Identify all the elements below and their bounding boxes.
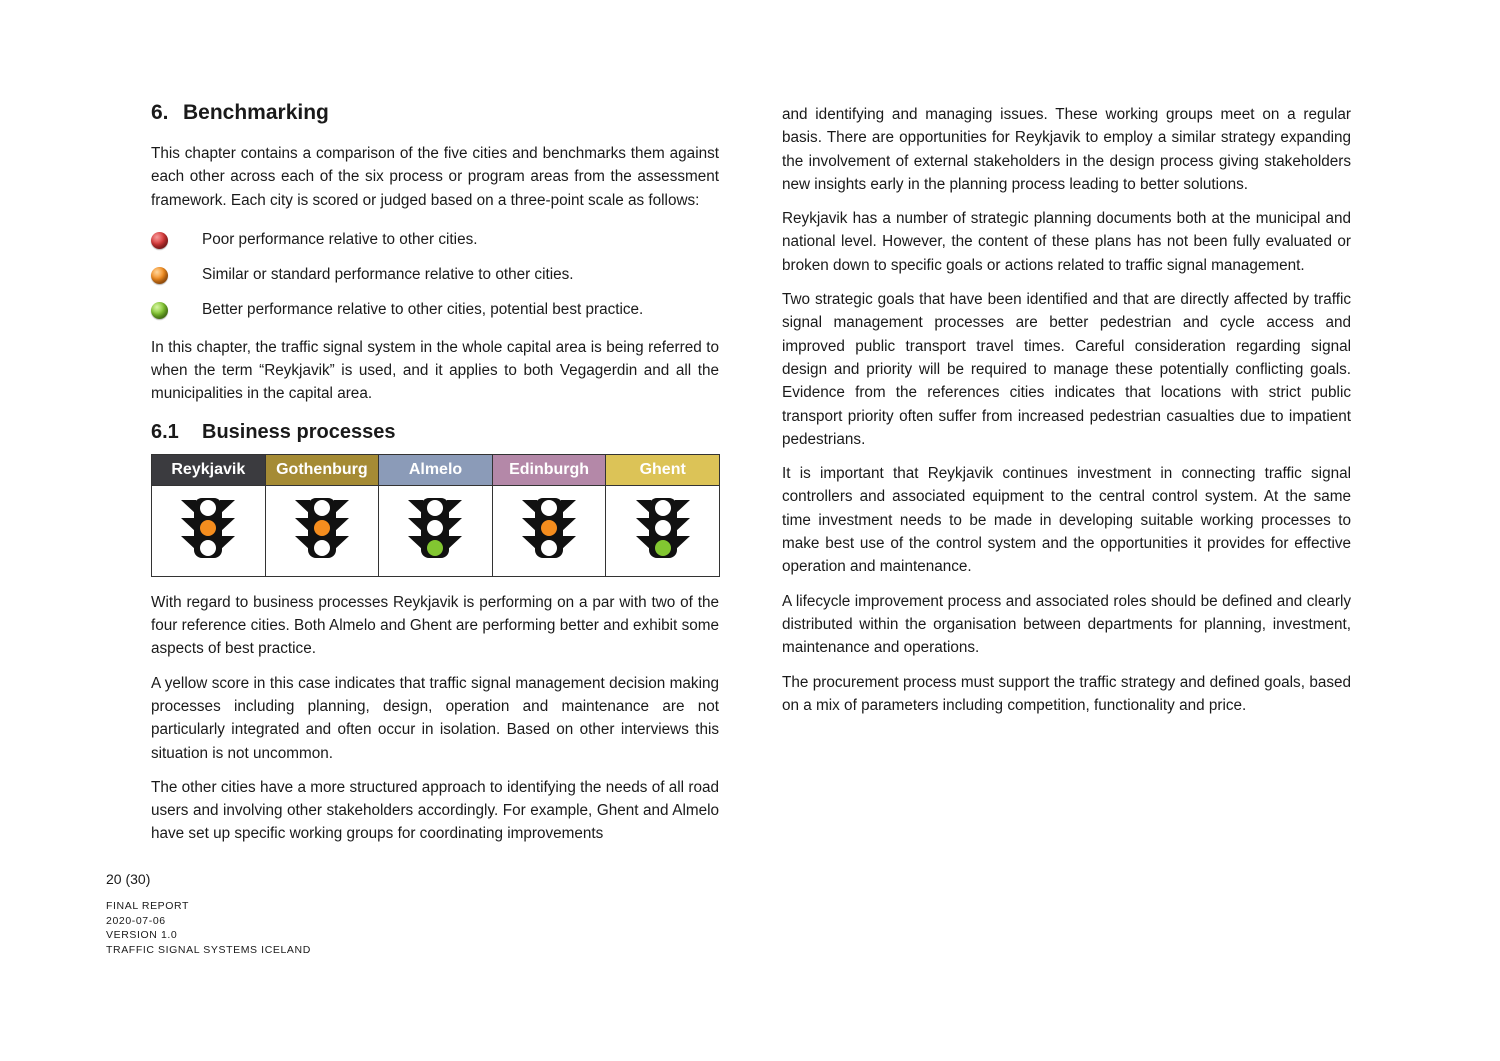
city-score-cell — [606, 485, 720, 576]
lamp-off — [314, 540, 330, 556]
lamp-off — [427, 500, 443, 516]
body-paragraph: A lifecycle improvement process and associated roles should be defined and clearly distributed within the organisation between departments for planning, investment, maintenance and operations. — [782, 592, 1351, 657]
lamp-off — [200, 540, 216, 556]
page-number: 20 (30) — [106, 871, 151, 887]
traffic-light-icon — [293, 498, 351, 558]
report-version: VERSION 1.0 — [106, 929, 178, 941]
city-header-edinburgh: Edinburgh — [492, 454, 606, 485]
benchmark-score-row — [152, 485, 720, 576]
body-paragraph: The other cities have a more structured approach to identifying the needs of all road users and involving other stakeholders accordingly. For example, Ghent and Almelo have set up specific working groups for coordinating improvements — [151, 778, 719, 843]
chapter-title-text: Benchmarking — [183, 101, 329, 124]
left-column — [151, 100, 719, 857]
body-paragraph: The procurement process must support the traffic strategy and defined goals, based on a mix of parameters including competition, functionality and price. — [782, 673, 1351, 714]
body-paragraph: Reykjavik has a number of strategic planning documents both at the municipal and national level. However, the content of these plans has not been fully evaluated or broken down to specific goals or actions related to traffic signal management. — [782, 210, 1351, 274]
green-dot-icon — [151, 302, 168, 319]
lamp-off — [541, 500, 557, 516]
lamp-off — [427, 520, 443, 536]
lamp-off — [314, 500, 330, 516]
section-title — [151, 420, 719, 444]
body-paragraph: With regard to business processes Reykjavik is performing on a par with two of the four reference cities. Both Almelo and Ghent are performing better and exhibit some aspects of best practice. — [151, 593, 719, 658]
city-score-cell — [379, 485, 493, 576]
lamp-lit — [200, 520, 216, 536]
lamp-off — [655, 500, 671, 516]
legend-item-similar — [151, 258, 719, 293]
city-score-cell — [152, 485, 266, 576]
page-footer — [106, 871, 311, 957]
definition-paragraph: In this chapter, the traffic signal system in the whole capital area is being referred to when the term “Reykjavik” is used, and it applies to both Vegagerdin and all the municipalities in the capital area. — [151, 338, 719, 403]
lamp-lit — [314, 520, 330, 536]
legend-text: Poor performance relative to other cities. — [202, 231, 478, 249]
lamp-off — [655, 520, 671, 536]
body-paragraph: A yellow score in this case indicates that traffic signal management decision making processes including planning, design, operation and maintenance are not particularly integrated and often occur in isolation. Based on other interviews this situation is not uncommon. — [151, 674, 719, 762]
benchmark-header-row — [152, 454, 720, 485]
city-score-cell — [492, 485, 606, 576]
lamp-lit — [655, 540, 671, 556]
city-header-reykjavik: Reykjavik — [152, 454, 266, 485]
city-score-cell — [265, 485, 379, 576]
lamp-off — [200, 500, 216, 516]
body-paragraph: Two strategic goals that have been identified and that are directly affected by traffic signal management processes are better pedestrian and cycle access and improved public transport travel times. Careful consideration regarding signal design and priority will be required to manage these potentially conflicting goals. Evidence from the references cities indicates that locations with strict public transport priority often suffer from increased pedestrian casualties due to impatient pedestrians. — [782, 291, 1351, 448]
chapter-title — [151, 100, 719, 126]
lamp-off — [541, 540, 557, 556]
benchmark-table — [151, 454, 720, 577]
city-header-almelo: Almelo — [379, 454, 493, 485]
report-label: FINAL REPORT — [106, 900, 190, 912]
legend-item-better — [151, 293, 719, 328]
red-dot-icon — [151, 232, 168, 249]
score-legend — [151, 223, 719, 328]
right-column — [782, 103, 1351, 728]
intro-paragraph: This chapter contains a comparison of the five cities and benchmarks them against each other across each of the six process or program areas from the assessment framework. Each city is scored or judged based on a three-point scale as follows: — [151, 145, 719, 209]
body-paragraph: and identifying and managing issues. These working groups meet on a regular basis. There are opportunities for Reykjavik to employ a similar strategy expanding the involvement of external stakeholders in the design process giving stakeholders new insights early in the planning process leading to better solutions. — [782, 106, 1351, 193]
traffic-light-icon — [179, 498, 237, 558]
traffic-light-icon — [634, 498, 692, 558]
city-header-gothenburg: Gothenburg — [265, 454, 379, 485]
section-number: 6.1 — [151, 420, 179, 443]
city-header-ghent: Ghent — [606, 454, 720, 485]
lamp-lit — [541, 520, 557, 536]
traffic-light-icon — [520, 498, 578, 558]
report-date: 2020-07-06 — [106, 914, 166, 927]
chapter-number: 6. — [151, 101, 169, 124]
traffic-light-icon — [406, 498, 464, 558]
lamp-lit — [427, 540, 443, 556]
section-title-text: Business processes — [202, 420, 396, 443]
legend-item-poor — [151, 223, 719, 258]
project-name: TRAFFIC SIGNAL SYSTEMS ICELAND — [106, 943, 311, 956]
orange-dot-icon — [151, 267, 168, 284]
legend-text: Better performance relative to other cities, potential best practice. — [202, 301, 644, 319]
body-paragraph: It is important that Reykjavik continues investment in connecting traffic signal controllers and associated equipment to the central control system. At the same time investment needs to be made in developing suitable working processes to make best use of the control system and the opportunities it provides for effective operation and maintenance. — [782, 465, 1351, 576]
legend-text: Similar or standard performance relative to other cities. — [202, 266, 574, 284]
